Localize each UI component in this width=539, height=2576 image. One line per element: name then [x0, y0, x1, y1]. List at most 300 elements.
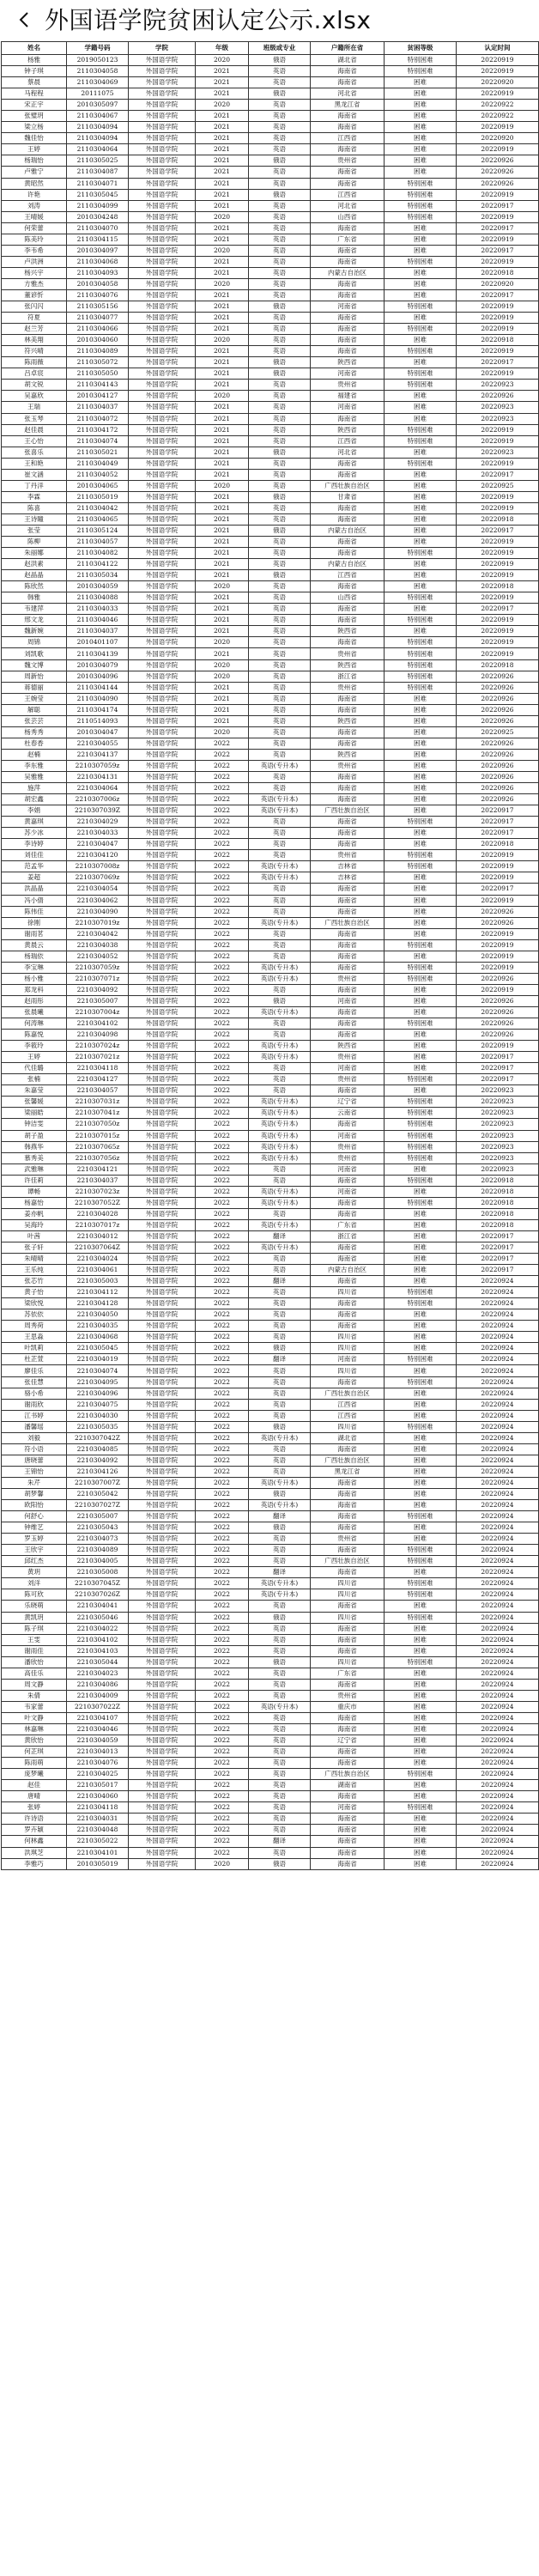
- table-cell[interactable]: 外国语学院: [129, 1623, 196, 1634]
- table-cell[interactable]: 外国语学院: [129, 1735, 196, 1747]
- table-cell[interactable]: 海南省: [311, 1242, 385, 1253]
- table-cell[interactable]: 2110304143: [67, 380, 129, 391]
- table-cell[interactable]: 20220919: [457, 872, 539, 884]
- table-cell[interactable]: 朱丽娜: [2, 548, 67, 559]
- table-cell[interactable]: 马程程: [2, 88, 67, 100]
- table-cell[interactable]: 20220924: [457, 1376, 539, 1388]
- table-cell[interactable]: 2210304096: [67, 1388, 129, 1399]
- table-cell[interactable]: 杨兴宇: [2, 267, 67, 278]
- table-cell[interactable]: 外国语学院: [129, 77, 196, 88]
- table-cell[interactable]: 20220919: [457, 895, 539, 906]
- table-cell[interactable]: 河南省: [311, 1063, 385, 1074]
- table-cell[interactable]: 20220917: [457, 604, 539, 615]
- table-cell[interactable]: 2022: [196, 1758, 249, 1769]
- table-cell[interactable]: 陕西省: [311, 749, 385, 760]
- table-cell[interactable]: 高佳乐: [2, 1668, 67, 1679]
- table-cell[interactable]: 英语: [249, 738, 311, 749]
- table-cell[interactable]: 2210307004z: [67, 1006, 129, 1018]
- table-cell[interactable]: 陕西省: [311, 659, 385, 671]
- table-cell[interactable]: 王欣宇: [2, 1545, 67, 1556]
- table-cell[interactable]: 2210304050: [67, 1309, 129, 1321]
- table-cell[interactable]: 困难: [385, 1701, 457, 1712]
- table-cell[interactable]: 英语: [249, 1388, 311, 1399]
- table-cell[interactable]: 外国语学院: [129, 1758, 196, 1769]
- table-cell[interactable]: 江西省: [311, 189, 385, 200]
- table-cell[interactable]: 特别困难: [385, 380, 457, 391]
- back-button[interactable]: [12, 7, 38, 33]
- table-cell[interactable]: 外国语学院: [129, 155, 196, 167]
- table-cell[interactable]: 20220923: [457, 1119, 539, 1130]
- table-cell[interactable]: 邱红杰: [2, 1556, 67, 1567]
- table-cell[interactable]: 2021: [196, 200, 249, 211]
- table-cell[interactable]: 海南省: [311, 144, 385, 155]
- table-cell[interactable]: 何芷琪: [2, 1747, 67, 1758]
- table-cell[interactable]: 外国语学院: [129, 1018, 196, 1030]
- table-cell[interactable]: 俄语: [249, 491, 311, 502]
- table-cell[interactable]: 英语: [249, 211, 311, 222]
- table-cell[interactable]: 20220924: [457, 1758, 539, 1769]
- table-cell[interactable]: 2021: [196, 570, 249, 581]
- table-cell[interactable]: 特别困难: [385, 256, 457, 267]
- table-cell[interactable]: 宋正宇: [2, 100, 67, 111]
- table-cell[interactable]: 李筱玲: [2, 1041, 67, 1052]
- table-cell[interactable]: 2210304055: [67, 738, 129, 749]
- table-cell[interactable]: 困难: [385, 1030, 457, 1041]
- table-cell[interactable]: 海南省: [311, 502, 385, 513]
- table-cell[interactable]: 英语: [249, 200, 311, 211]
- table-cell[interactable]: 20220919: [457, 951, 539, 962]
- table-cell[interactable]: 外国语学院: [129, 1388, 196, 1399]
- table-cell[interactable]: 20220919: [457, 55, 539, 66]
- table-cell[interactable]: 困难: [385, 559, 457, 570]
- table-cell[interactable]: 20220926: [457, 794, 539, 805]
- table-cell[interactable]: 外国语学院: [129, 144, 196, 155]
- table-cell[interactable]: 20220924: [457, 1612, 539, 1623]
- table-cell[interactable]: 特别困难: [385, 962, 457, 973]
- table-cell[interactable]: 20220919: [457, 962, 539, 973]
- table-cell[interactable]: 2010304065: [67, 480, 129, 491]
- table-cell[interactable]: 20220926: [457, 772, 539, 783]
- table-cell[interactable]: 英语: [249, 648, 311, 659]
- table-cell[interactable]: 2110304074: [67, 435, 129, 447]
- table-cell[interactable]: 2110304052: [67, 469, 129, 480]
- table-cell[interactable]: 2210307021z: [67, 1052, 129, 1063]
- table-cell[interactable]: 2210304052: [67, 951, 129, 962]
- table-cell[interactable]: 特别困难: [385, 615, 457, 626]
- table-cell[interactable]: 20220924: [457, 1690, 539, 1701]
- table-cell[interactable]: 王心怡: [2, 435, 67, 447]
- table-cell[interactable]: 英语: [249, 984, 311, 995]
- table-cell[interactable]: 英语: [249, 1556, 311, 1567]
- table-cell[interactable]: 王和艳: [2, 458, 67, 469]
- table-cell[interactable]: 2021: [196, 537, 249, 548]
- table-cell[interactable]: 2210304022: [67, 1623, 129, 1634]
- table-cell[interactable]: 外国语学院: [129, 1254, 196, 1265]
- table-cell[interactable]: 2110304037: [67, 626, 129, 637]
- table-cell[interactable]: 外国语学院: [129, 1690, 196, 1701]
- table-cell[interactable]: 英语(专升本): [249, 1006, 311, 1018]
- table-cell[interactable]: 杨秀秀: [2, 726, 67, 738]
- table-cell[interactable]: 谢雨欣: [2, 1399, 67, 1410]
- table-cell[interactable]: 英语: [249, 1443, 311, 1455]
- table-cell[interactable]: 海南省: [311, 324, 385, 335]
- table-cell[interactable]: 海南省: [311, 1747, 385, 1758]
- table-cell[interactable]: 困难: [385, 245, 457, 256]
- table-cell[interactable]: 2110304082: [67, 548, 129, 559]
- table-cell[interactable]: 2022: [196, 1343, 249, 1354]
- table-cell[interactable]: 2022: [196, 1589, 249, 1601]
- table-cell[interactable]: 2020: [196, 480, 249, 491]
- table-cell[interactable]: 卢洪洲: [2, 256, 67, 267]
- table-cell[interactable]: 2010304127: [67, 391, 129, 402]
- table-cell[interactable]: 外国语学院: [129, 906, 196, 917]
- table-cell[interactable]: 2022: [196, 1567, 249, 1578]
- table-cell[interactable]: 特别困难: [385, 1421, 457, 1432]
- table-cell[interactable]: 朱倩: [2, 1690, 67, 1701]
- table-cell[interactable]: 外国语学院: [129, 1141, 196, 1152]
- table-cell[interactable]: 英语(专升本): [249, 1578, 311, 1589]
- table-cell[interactable]: 英语: [249, 1634, 311, 1645]
- table-cell[interactable]: 外国语学院: [129, 1265, 196, 1276]
- table-cell[interactable]: 2021: [196, 88, 249, 100]
- table-cell[interactable]: 符夏: [2, 313, 67, 324]
- table-cell[interactable]: 海南省: [311, 1197, 385, 1208]
- table-cell[interactable]: 外国语学院: [129, 1432, 196, 1443]
- table-cell[interactable]: 20220919: [457, 189, 539, 200]
- table-cell[interactable]: 陕西省: [311, 357, 385, 368]
- table-cell[interactable]: 20220918: [457, 513, 539, 525]
- table-cell[interactable]: 俄语: [249, 1489, 311, 1500]
- table-cell[interactable]: 2021: [196, 178, 249, 189]
- table-cell[interactable]: 困难: [385, 805, 457, 817]
- table-cell[interactable]: 外国语学院: [129, 1780, 196, 1791]
- table-cell[interactable]: 20220919: [457, 548, 539, 559]
- table-cell[interactable]: 特别困难: [385, 1556, 457, 1567]
- table-cell[interactable]: 韩燕华: [2, 1141, 67, 1152]
- table-cell[interactable]: 张晨曦: [2, 1006, 67, 1018]
- table-cell[interactable]: 困难: [385, 413, 457, 424]
- table-cell[interactable]: 海南省: [311, 1836, 385, 1847]
- table-cell[interactable]: 20220926: [457, 693, 539, 704]
- table-cell[interactable]: 辽宁省: [311, 1097, 385, 1108]
- table-cell[interactable]: 外国语学院: [129, 1668, 196, 1679]
- table-cell[interactable]: 2210307071z: [67, 973, 129, 984]
- table-cell[interactable]: 2110304174: [67, 704, 129, 715]
- table-cell[interactable]: 2022: [196, 1656, 249, 1668]
- table-cell[interactable]: 甘肃省: [311, 491, 385, 502]
- table-cell[interactable]: 海南省: [311, 1623, 385, 1634]
- table-cell[interactable]: 海南省: [311, 469, 385, 480]
- table-cell[interactable]: 困难: [385, 872, 457, 884]
- table-cell[interactable]: 慕秀美: [2, 1152, 67, 1163]
- table-cell[interactable]: 英语: [249, 435, 311, 447]
- table-cell[interactable]: 外国语学院: [129, 111, 196, 122]
- table-cell[interactable]: 英语: [249, 682, 311, 693]
- table-cell[interactable]: 张楠: [2, 1074, 67, 1085]
- table-cell[interactable]: 2022: [196, 1747, 249, 1758]
- table-cell[interactable]: 贵州省: [311, 1534, 385, 1545]
- table-cell[interactable]: 2020: [196, 659, 249, 671]
- table-cell[interactable]: 海南省: [311, 604, 385, 615]
- table-cell[interactable]: 2021: [196, 592, 249, 604]
- table-cell[interactable]: 海南省: [311, 1376, 385, 1388]
- table-cell[interactable]: 外国语学院: [129, 604, 196, 615]
- table-cell[interactable]: 困难: [385, 581, 457, 592]
- table-cell[interactable]: 困难: [385, 1780, 457, 1791]
- table-cell[interactable]: 符小语: [2, 1443, 67, 1455]
- table-cell[interactable]: 英语: [249, 537, 311, 548]
- table-cell[interactable]: 英语: [249, 850, 311, 861]
- table-cell[interactable]: 外国语学院: [129, 1466, 196, 1477]
- table-cell[interactable]: 外国语学院: [129, 178, 196, 189]
- table-cell[interactable]: 河南省: [311, 402, 385, 413]
- table-cell[interactable]: 河北省: [311, 200, 385, 211]
- table-cell[interactable]: 黄玥: [2, 1567, 67, 1578]
- table-cell[interactable]: 2022: [196, 805, 249, 817]
- table-cell[interactable]: 海南省: [311, 772, 385, 783]
- table-cell[interactable]: 英语: [249, 559, 311, 570]
- table-cell[interactable]: 特别困难: [385, 1152, 457, 1163]
- table-cell[interactable]: 翻译: [249, 1354, 311, 1365]
- table-cell[interactable]: 海南省: [311, 537, 385, 548]
- table-cell[interactable]: 2021: [196, 66, 249, 77]
- table-cell[interactable]: 20220920: [457, 133, 539, 144]
- table-cell[interactable]: 英语: [249, 1712, 311, 1723]
- table-cell[interactable]: 胡文锐: [2, 380, 67, 391]
- table-cell[interactable]: 20220926: [457, 391, 539, 402]
- table-cell[interactable]: 刘毅: [2, 1432, 67, 1443]
- table-cell[interactable]: 20220924: [457, 1309, 539, 1321]
- table-cell[interactable]: 海南省: [311, 1814, 385, 1825]
- table-cell[interactable]: 俄语: [249, 1858, 311, 1869]
- table-cell[interactable]: 20220926: [457, 760, 539, 771]
- table-cell[interactable]: 20220924: [457, 1668, 539, 1679]
- table-cell[interactable]: 2021: [196, 167, 249, 178]
- table-cell[interactable]: 郑龙科: [2, 984, 67, 995]
- table-cell[interactable]: 20220924: [457, 1466, 539, 1477]
- table-cell[interactable]: 海南省: [311, 1791, 385, 1802]
- table-cell[interactable]: 外国语学院: [129, 1421, 196, 1432]
- table-cell[interactable]: 海南省: [311, 1522, 385, 1534]
- table-cell[interactable]: 特别困难: [385, 939, 457, 951]
- table-cell[interactable]: 2110514093: [67, 715, 129, 726]
- table-cell[interactable]: 2022: [196, 1197, 249, 1208]
- table-cell[interactable]: 困难: [385, 906, 457, 917]
- table-cell[interactable]: 2110304094: [67, 122, 129, 133]
- table-cell[interactable]: 2020: [196, 581, 249, 592]
- table-cell[interactable]: 2210305017: [67, 1780, 129, 1791]
- table-cell[interactable]: 20220924: [457, 1567, 539, 1578]
- table-cell[interactable]: 2210307056z: [67, 1152, 129, 1163]
- table-cell[interactable]: 河北省: [311, 88, 385, 100]
- table-cell[interactable]: 王锦怡: [2, 1466, 67, 1477]
- table-cell[interactable]: 英语: [249, 256, 311, 267]
- table-cell[interactable]: 代佳璐: [2, 1063, 67, 1074]
- table-cell[interactable]: 刘洋: [2, 1578, 67, 1589]
- table-cell[interactable]: 困难: [385, 222, 457, 234]
- table-cell[interactable]: 姜超: [2, 872, 67, 884]
- table-cell[interactable]: 特别困难: [385, 1141, 457, 1152]
- table-cell[interactable]: 特别困难: [385, 435, 457, 447]
- table-cell[interactable]: 黄欣怡: [2, 1735, 67, 1747]
- table-cell[interactable]: 海南省: [311, 1567, 385, 1578]
- table-cell[interactable]: 外国语学院: [129, 413, 196, 424]
- table-cell[interactable]: 2210307045Z: [67, 1578, 129, 1589]
- table-cell[interactable]: 20220920: [457, 278, 539, 289]
- table-cell[interactable]: 杜春香: [2, 738, 67, 749]
- table-cell[interactable]: 外国语学院: [129, 1723, 196, 1735]
- table-cell[interactable]: 2021: [196, 525, 249, 536]
- table-cell[interactable]: 海南省: [311, 704, 385, 715]
- table-cell[interactable]: 四川省: [311, 1365, 385, 1376]
- table-cell[interactable]: 2022: [196, 1634, 249, 1645]
- table-cell[interactable]: 浙江省: [311, 671, 385, 682]
- table-cell[interactable]: 特别困难: [385, 1197, 457, 1208]
- table-cell[interactable]: 外国语学院: [129, 1443, 196, 1455]
- table-cell[interactable]: 陕西省: [311, 1041, 385, 1052]
- table-cell[interactable]: 20220924: [457, 1489, 539, 1500]
- table-cell[interactable]: 2110304037: [67, 402, 129, 413]
- table-cell[interactable]: 王晴媛: [2, 211, 67, 222]
- table-cell[interactable]: 林嘉琳: [2, 1723, 67, 1735]
- table-cell[interactable]: 外国语学院: [129, 570, 196, 581]
- table-cell[interactable]: 2021: [196, 357, 249, 368]
- table-cell[interactable]: 俄语: [249, 570, 311, 581]
- table-cell[interactable]: 外国语学院: [129, 346, 196, 357]
- table-cell[interactable]: 2210304061: [67, 1265, 129, 1276]
- table-cell[interactable]: 英语(专升本): [249, 760, 311, 771]
- table-cell[interactable]: 翻译: [249, 1836, 311, 1847]
- table-cell[interactable]: 外国语学院: [129, 1097, 196, 1108]
- table-cell[interactable]: 陕西省: [311, 626, 385, 637]
- table-cell[interactable]: 张芯竹: [2, 1276, 67, 1287]
- table-cell[interactable]: 2210304042: [67, 928, 129, 939]
- table-cell[interactable]: 英语: [249, 928, 311, 939]
- table-cell[interactable]: 20220917: [457, 1052, 539, 1063]
- table-cell[interactable]: 广西壮族自治区: [311, 1388, 385, 1399]
- table-cell[interactable]: 困难: [385, 1365, 457, 1376]
- table-cell[interactable]: 外国语学院: [129, 1747, 196, 1758]
- table-cell[interactable]: 特别困难: [385, 301, 457, 313]
- table-cell[interactable]: 2020: [196, 211, 249, 222]
- table-cell[interactable]: 外国语学院: [129, 1376, 196, 1388]
- table-cell[interactable]: 许诗语: [2, 1814, 67, 1825]
- table-cell[interactable]: 2022: [196, 1679, 249, 1690]
- table-cell[interactable]: 困难: [385, 1063, 457, 1074]
- table-cell[interactable]: 英语: [249, 1791, 311, 1802]
- table-cell[interactable]: 海南省: [311, 828, 385, 839]
- table-cell[interactable]: 困难: [385, 884, 457, 895]
- table-cell[interactable]: 20220919: [457, 256, 539, 267]
- table-cell[interactable]: 20220924: [457, 1679, 539, 1690]
- table-cell[interactable]: 2022: [196, 1623, 249, 1634]
- table-cell[interactable]: 2210304118: [67, 1063, 129, 1074]
- table-cell[interactable]: 困难: [385, 1735, 457, 1747]
- table-cell[interactable]: 20220919: [457, 502, 539, 513]
- table-cell[interactable]: 外国语学院: [129, 313, 196, 324]
- table-cell[interactable]: 英语: [249, 502, 311, 513]
- table-cell[interactable]: 2020: [196, 1858, 249, 1869]
- table-cell[interactable]: 20220923: [457, 380, 539, 391]
- table-cell[interactable]: 海南省: [311, 1477, 385, 1488]
- table-cell[interactable]: 20220919: [457, 861, 539, 872]
- table-cell[interactable]: 外国语学院: [129, 1208, 196, 1219]
- table-cell[interactable]: 周文静: [2, 1679, 67, 1690]
- table-cell[interactable]: 海南省: [311, 1309, 385, 1321]
- table-cell[interactable]: 苏依依: [2, 1309, 67, 1321]
- table-cell[interactable]: 外国语学院: [129, 749, 196, 760]
- table-cell[interactable]: 困难: [385, 1219, 457, 1230]
- table-cell[interactable]: 吴嘉欣: [2, 391, 67, 402]
- table-cell[interactable]: 特别困难: [385, 346, 457, 357]
- table-cell[interactable]: 外国语学院: [129, 1130, 196, 1141]
- table-cell[interactable]: 2022: [196, 984, 249, 995]
- table-cell[interactable]: 胡梦馨: [2, 1489, 67, 1500]
- table-cell[interactable]: 吉林省: [311, 872, 385, 884]
- table-cell[interactable]: 外国语学院: [129, 278, 196, 289]
- table-cell[interactable]: 特别困难: [385, 1545, 457, 1556]
- table-cell[interactable]: 杨瑞怡: [2, 155, 67, 167]
- table-cell[interactable]: 20220918: [457, 1197, 539, 1208]
- table-cell[interactable]: 特别困难: [385, 458, 457, 469]
- table-cell[interactable]: 英语: [249, 1085, 311, 1097]
- table-cell[interactable]: 困难: [385, 1332, 457, 1343]
- table-cell[interactable]: 广西壮族自治区: [311, 1556, 385, 1567]
- table-cell[interactable]: 外国语学院: [129, 1085, 196, 1097]
- table-cell[interactable]: 20220924: [457, 1321, 539, 1332]
- table-cell[interactable]: 20220917: [457, 1242, 539, 1253]
- table-cell[interactable]: 英语: [249, 704, 311, 715]
- table-cell[interactable]: 外国语学院: [129, 55, 196, 66]
- table-cell[interactable]: 外国语学院: [129, 1309, 196, 1321]
- table-cell[interactable]: 海南省: [311, 111, 385, 122]
- table-cell[interactable]: 英语: [249, 1208, 311, 1219]
- table-cell[interactable]: 2210304005: [67, 1556, 129, 1567]
- table-cell[interactable]: 困难: [385, 738, 457, 749]
- table-cell[interactable]: 困难: [385, 537, 457, 548]
- table-cell[interactable]: 海南省: [311, 1758, 385, 1769]
- table-cell[interactable]: 困难: [385, 1477, 457, 1488]
- table-cell[interactable]: 2022: [196, 1825, 249, 1836]
- table-cell[interactable]: 英语(专升本): [249, 1477, 311, 1488]
- table-cell[interactable]: 20220926: [457, 973, 539, 984]
- table-cell[interactable]: 2210305042: [67, 1489, 129, 1500]
- table-cell[interactable]: 外国语学院: [129, 1825, 196, 1836]
- table-cell[interactable]: 崔文涵: [2, 469, 67, 480]
- table-cell[interactable]: 英语: [249, 234, 311, 245]
- table-cell[interactable]: 赵雨彤: [2, 995, 67, 1006]
- table-cell[interactable]: 外国语学院: [129, 839, 196, 850]
- table-cell[interactable]: 20220924: [457, 1769, 539, 1780]
- table-cell[interactable]: 俄语: [249, 995, 311, 1006]
- table-cell[interactable]: 2210304023: [67, 1668, 129, 1679]
- table-cell[interactable]: 困难: [385, 447, 457, 458]
- table-cell[interactable]: 20220924: [457, 1365, 539, 1376]
- table-cell[interactable]: 翻译: [249, 1567, 311, 1578]
- table-cell[interactable]: 20220926: [457, 155, 539, 167]
- table-cell[interactable]: 20220926: [457, 671, 539, 682]
- table-cell[interactable]: 四川省: [311, 1421, 385, 1432]
- table-cell[interactable]: 外国语学院: [129, 1634, 196, 1645]
- table-cell[interactable]: 2022: [196, 1545, 249, 1556]
- table-cell[interactable]: 20220926: [457, 1006, 539, 1018]
- table-cell[interactable]: 湖北省: [311, 55, 385, 66]
- table-cell[interactable]: 海南省: [311, 458, 385, 469]
- table-cell[interactable]: 20220922: [457, 100, 539, 111]
- table-cell[interactable]: 2022: [196, 1085, 249, 1097]
- table-cell[interactable]: 外国语学院: [129, 1108, 196, 1119]
- table-cell[interactable]: 2210307027Z: [67, 1500, 129, 1511]
